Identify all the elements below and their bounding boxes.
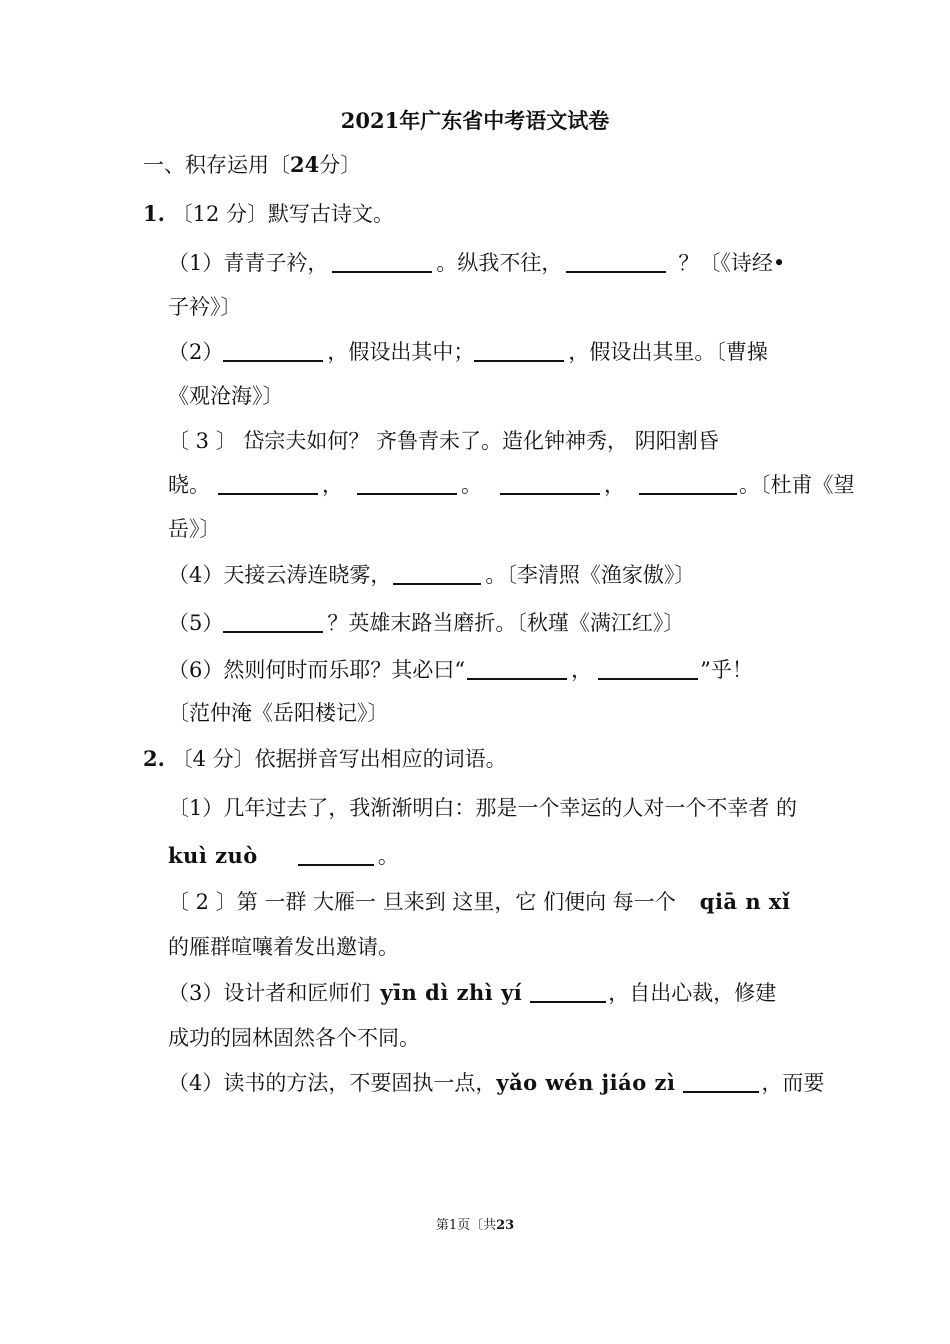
- q1-part1-line1: （1）青青子衿， 。纵我不往， ？〔《诗经•: [168, 251, 786, 275]
- q2-part3-line2: 成功的园林固然各个不同。: [168, 1026, 420, 1050]
- q2-part2-line1: 〔 2 〕第 一群 大雁一 旦来到 这里，它 们便向 每一个 qiā n xǐ: [168, 889, 791, 914]
- section-heading: 一、积存运用〔24分〕: [143, 152, 362, 177]
- answer-blank[interactable]: [357, 473, 457, 495]
- q2-part1-line2: kuì zuò 。: [168, 843, 399, 868]
- q1-part6-line1: （6）然则何时而乐耶？其必曰“ ， ”乎！: [168, 658, 753, 682]
- answer-blank[interactable]: [223, 340, 323, 362]
- q1-part3-line2: 晓。 ， 。 ， 。〔杜甫《望: [168, 473, 855, 497]
- q1-part5: （5） ？英雄末路当磨折。〔秋瑾《满江红》〕: [168, 611, 685, 635]
- question-2-stem: 2. 〔4 分〕依据拼音写出相应的词语。: [143, 746, 507, 771]
- question-1-stem: 1. 〔12 分〕默写古诗文。: [143, 201, 395, 226]
- answer-blank[interactable]: [500, 473, 600, 495]
- q2-part4-line1: （4）读书的方法，不要固执一点，yǎo wén jiáo zì ，而要: [168, 1070, 825, 1095]
- q1-part4: （4）天接云涛连晓雾， 。〔李清照《渔家傲》〕: [168, 563, 696, 587]
- q1-part1-line2: 子衿》〕: [168, 295, 242, 319]
- exam-title: 2021年广东省中考语文试卷: [340, 108, 610, 133]
- answer-blank[interactable]: [223, 611, 323, 633]
- answer-blank[interactable]: [332, 251, 432, 273]
- answer-blank[interactable]: [639, 473, 737, 495]
- answer-blank[interactable]: [598, 658, 698, 680]
- answer-blank[interactable]: [566, 251, 666, 273]
- answer-blank[interactable]: [683, 1071, 759, 1093]
- q1-part3-line1: 〔 3 〕 岱宗夫如何？ 齐鲁青未了。造化钟神秀， 阴阳割昏: [168, 429, 719, 453]
- q1-part2-line2: 《观沧海》〕: [168, 384, 284, 408]
- q2-part1-line1: 〔1）几年过去了，我渐渐明白：那是一个幸运的人对一个不幸者 的: [168, 796, 798, 820]
- q1-part3-line3: 岳》〕: [168, 517, 221, 541]
- answer-blank[interactable]: [298, 844, 374, 866]
- answer-blank[interactable]: [393, 563, 481, 585]
- q2-part3-line1: （3）设计者和匠师们 yīn dì zhì yí ，自出心裁，修建: [168, 980, 777, 1005]
- q1-part2-line1: （2） ，假设出其中； ，假设出其里。〔曹操: [168, 340, 768, 364]
- q2-part2-line2: 的雁群喧嚷着发出邀请。: [168, 935, 399, 959]
- answer-blank[interactable]: [474, 340, 564, 362]
- q1-part6-line2: 〔范仲淹《岳阳楼记》〕: [168, 701, 389, 725]
- page-footer: 第1页〔共23: [435, 1218, 515, 1233]
- answer-blank[interactable]: [530, 981, 606, 1003]
- answer-blank[interactable]: [467, 658, 567, 680]
- answer-blank[interactable]: [218, 473, 318, 495]
